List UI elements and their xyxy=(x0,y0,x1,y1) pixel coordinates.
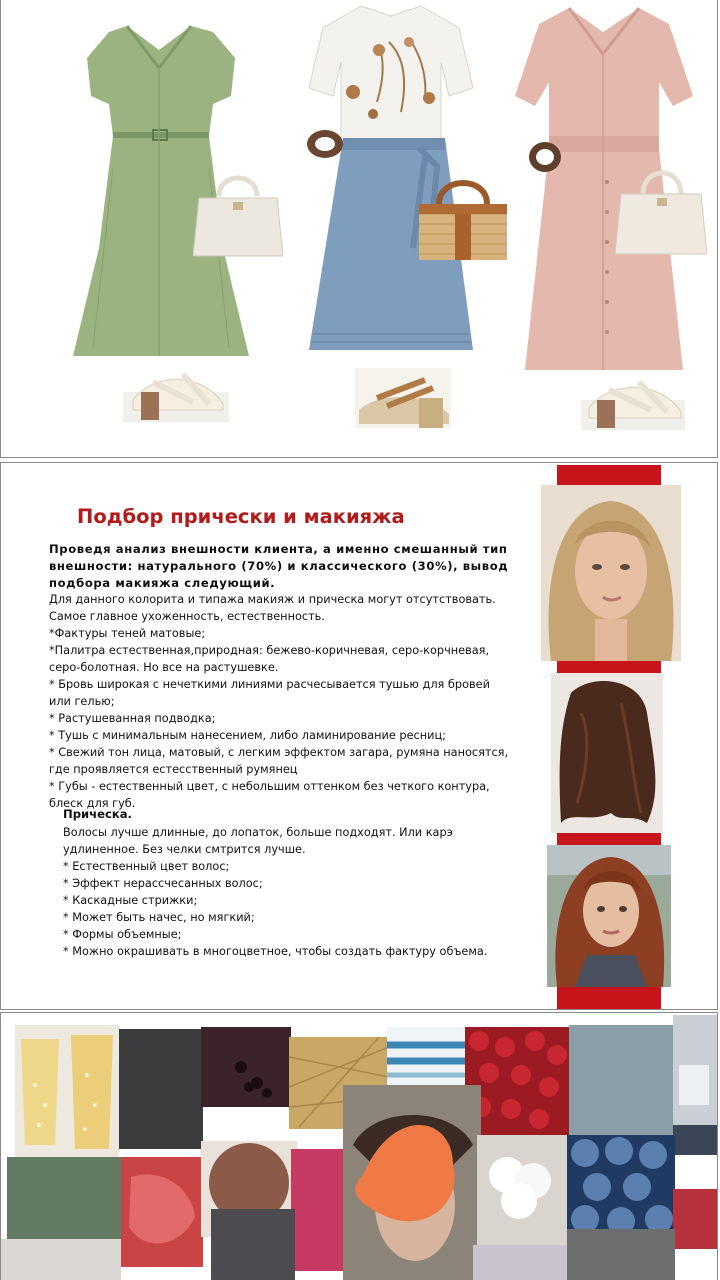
white-handbag-image xyxy=(193,166,283,258)
cotton-tile xyxy=(477,1135,567,1245)
wooden-cuff-image-2 xyxy=(527,140,563,174)
hair-line: * Может быть начес, но мягкий; xyxy=(63,911,255,924)
red-accent-bar xyxy=(557,833,661,845)
grey-stones-tile xyxy=(567,1229,675,1280)
white-sandal-image-2 xyxy=(581,362,685,432)
red-accent-bar xyxy=(557,987,661,1009)
interior-tile xyxy=(673,1015,718,1155)
red-flower-tile xyxy=(121,1157,203,1267)
red-accent-bar xyxy=(557,465,661,487)
makeup-line: * Бровь широкая с нечеткими линиями расчесывается тушью для бровей xyxy=(49,678,490,691)
hair-line: * Естественный цвет волос; xyxy=(63,860,230,873)
white-handbag-image-2 xyxy=(615,160,707,256)
moodboard-slide xyxy=(0,1012,718,1280)
makeup-line: блеск для губ. xyxy=(49,797,136,810)
makeup-line: *Фактуры теней матовые; xyxy=(49,627,206,640)
champagne-tile xyxy=(15,1025,119,1173)
hair-line: Волосы лучше длинные, до лопаток, больше подходят. Или карэ xyxy=(63,826,453,839)
obscured-face-tile xyxy=(343,1085,481,1280)
red-cushion-tile xyxy=(673,1189,718,1249)
wooden-cuff-image xyxy=(305,128,345,160)
makeup-line: *Палитра естественная,природная: бежево-коричневая, серо-корчневая, xyxy=(49,644,490,657)
grey-fabric-tile xyxy=(569,1025,673,1135)
redhead-portrait-photo xyxy=(547,845,671,987)
hair-line: * Формы объемные; xyxy=(63,928,182,941)
dark-berries-tile xyxy=(201,1027,291,1107)
hair-list xyxy=(63,824,513,960)
hair-heading: Прическа. xyxy=(63,807,132,821)
red-accent-bar xyxy=(557,661,661,673)
hair-makeup-slide xyxy=(0,462,718,1010)
hair-line: * Каскадные стрижки; xyxy=(63,894,198,907)
makeup-line: * Растушеванная подводка; xyxy=(49,712,216,725)
intro-paragraph: Проведя анализ внешности клиента, а именно смешанный тип внешности: натурального (70%) и классического (30%), вывод подбора макияжа следующий. xyxy=(49,542,509,590)
makeup-line: серо-болотная. Но все на растушевке. xyxy=(49,661,279,674)
straw-handbag-image xyxy=(417,170,509,262)
slide-title: Подбор прически и макияжа xyxy=(77,505,405,528)
makeup-line: * Тушь с минимальным нанесением, либо ламинирование ресниц; xyxy=(49,729,446,742)
grey-metal-tile xyxy=(211,1209,295,1280)
makeup-line: где проявляется естесственный румянец xyxy=(49,763,298,776)
raspberries-tile xyxy=(291,1149,345,1271)
makeup-line: * Губы - естественный цвет, с небольшим оттенком без четкого контура, xyxy=(49,780,490,793)
blonde-portrait-photo xyxy=(541,485,681,661)
makeup-line: или гелью; xyxy=(49,695,115,708)
hair-line: * Можно окрашивать в многоцветное, чтобы создать фактуру объема. xyxy=(63,945,488,958)
blue-watercolor-tile xyxy=(387,1027,465,1087)
hair-line: * Эффект нерассчесанных волос; xyxy=(63,877,263,890)
cotton-boll-icon xyxy=(477,1135,567,1245)
white-tshirt-image xyxy=(309,2,473,148)
dark-gravel-tile xyxy=(119,1029,203,1149)
makeup-line: * Свежий тон лица, матовый, с легким эффектом загара, румяна наносятся, xyxy=(49,746,509,759)
makeup-line: Самое главное ухоженность, естественность. xyxy=(49,610,325,623)
makeup-list xyxy=(49,591,519,812)
lilac-tile xyxy=(473,1245,567,1280)
marble-tile xyxy=(1,1239,121,1280)
hair-line: удлиненное. Без челки смтрится лучше. xyxy=(63,843,306,856)
brunette-hair-photo xyxy=(551,673,663,833)
makeup-line: Для данного колорита и типажа макияж и прическа могут отсутствовать. xyxy=(49,593,496,606)
outfits-slide xyxy=(0,0,718,458)
tan-sandal-image xyxy=(353,358,453,430)
white-sandal-image xyxy=(123,352,231,424)
green-foliage-tile xyxy=(7,1157,123,1241)
denim-rolls-tile xyxy=(567,1135,675,1231)
